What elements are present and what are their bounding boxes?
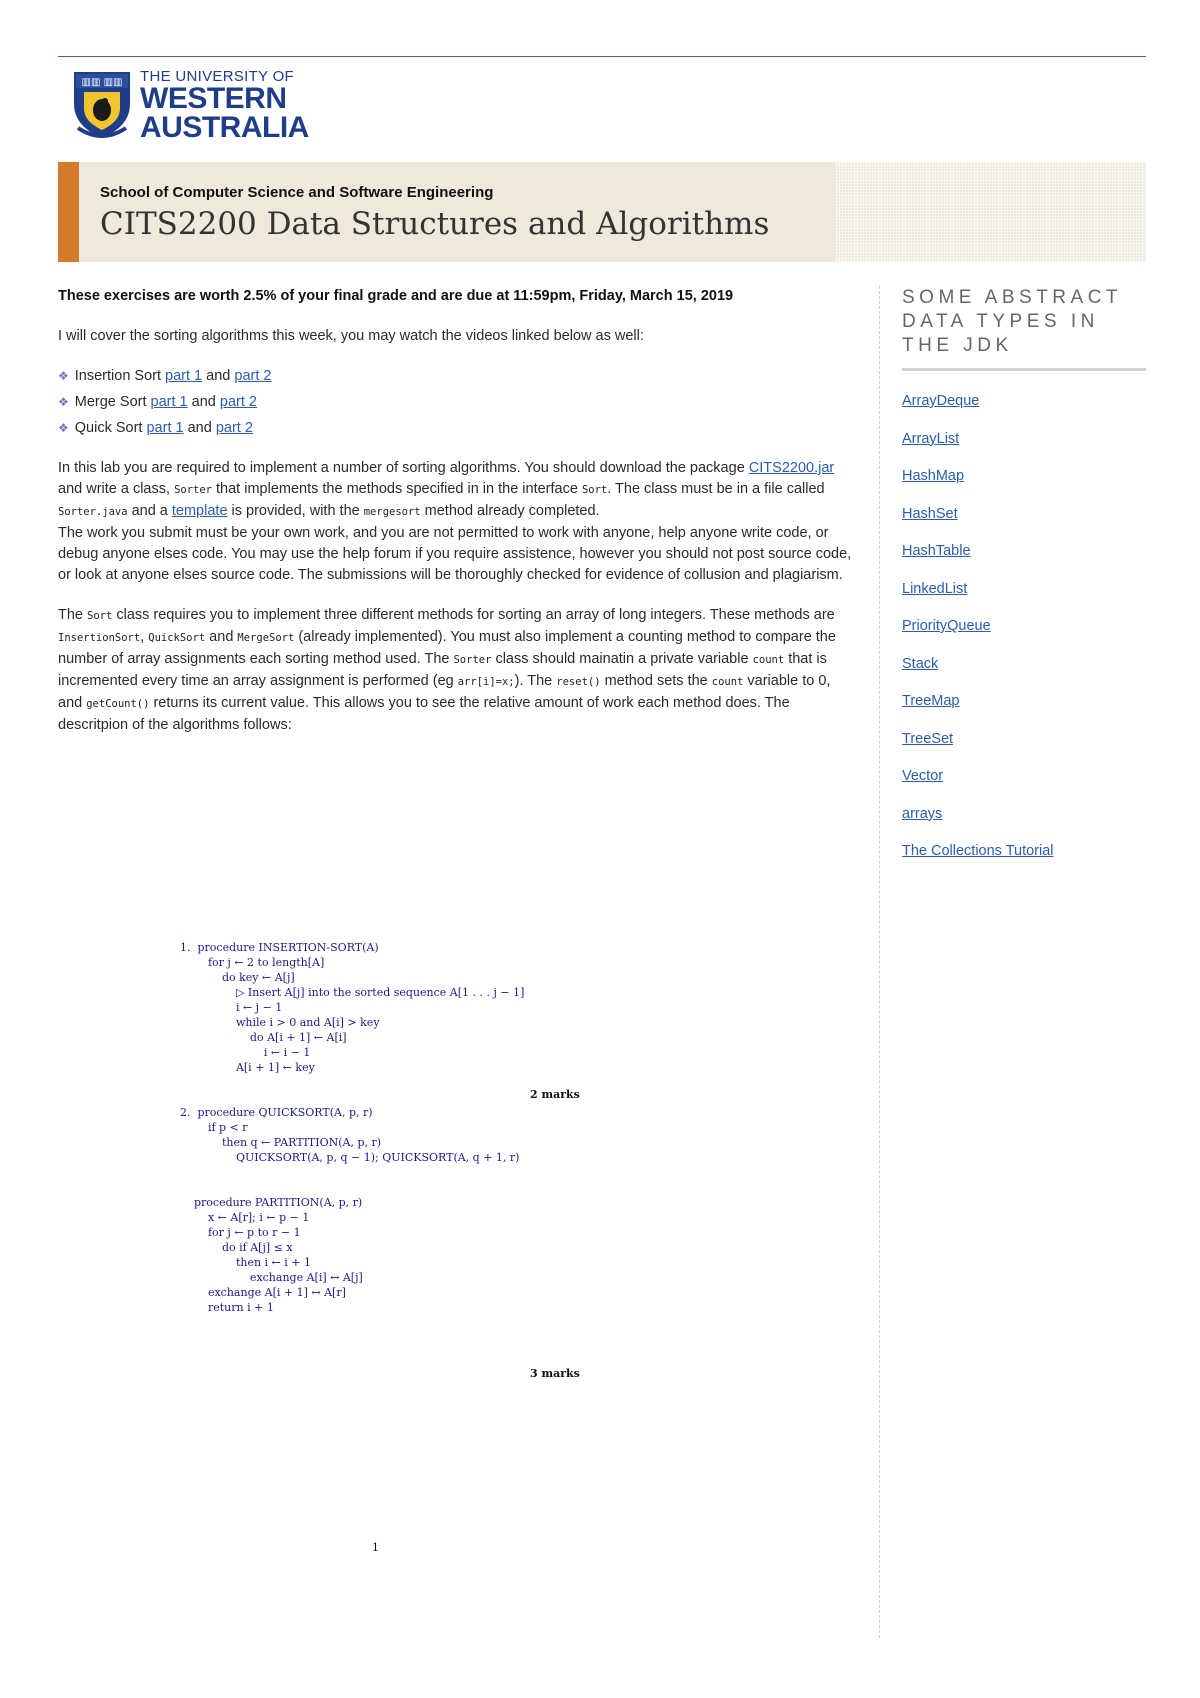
course-banner [58, 162, 1146, 262]
university-name-line2: WESTERN [140, 82, 287, 115]
diamond-bullet-icon: ❖ [58, 395, 69, 409]
quick-part1-link[interactable]: part 1 [146, 420, 184, 436]
sidebar-link-hashtable[interactable]: HashTable [902, 543, 971, 559]
page-number: 1 [372, 1541, 379, 1554]
sidebar-link-collections-tutorial[interactable]: The Collections Tutorial [902, 843, 1054, 859]
pseudocode-line: i ← j − 1 [180, 1001, 283, 1014]
school-name: School of Computer Science and Software Engineering [100, 184, 494, 201]
sidebar-link-stack[interactable]: Stack [902, 655, 939, 672]
due-note: These exercises are worth 2.5% of your final grade and are due at 11:59pm, Friday, March 15, 2019 [58, 288, 734, 304]
insertion-part2-link[interactable]: part 2 [234, 368, 272, 384]
uwa-crest-icon [72, 68, 132, 140]
list-item [902, 656, 1146, 694]
pseudocode-line: then i ← i + 1 [180, 1256, 311, 1269]
sidebar-divider [879, 286, 880, 1638]
sidebar [902, 286, 1146, 881]
list-item [902, 806, 1146, 844]
sidebar-heading: SOME ABSTRACT DATA TYPES IN THE JDK [902, 286, 1146, 371]
pseudocode-line: ▷ Insert A[j] into the sorted sequence A[1 . . . j − 1] [180, 986, 525, 999]
video-label: Quick Sort [74, 420, 143, 436]
diamond-bullet-icon: ❖ [58, 421, 69, 435]
banner-pattern [836, 162, 1146, 262]
pseudocode-line [180, 1165, 600, 1180]
pseudocode-line: while i > 0 and A[i] > key [180, 1016, 380, 1029]
and-text: and [191, 394, 216, 410]
pseudocode-line: exchange A[i + 1] ↔ A[r] [180, 1286, 346, 1299]
university-name-line1: THE UNIVERSITY OF [140, 68, 295, 85]
and-text: and [187, 420, 212, 436]
pseudocode-line: do A[i + 1] ← A[i] [180, 1031, 347, 1044]
university-name-line3: AUSTRALIA [140, 111, 309, 144]
banner-accent-stripe [58, 162, 79, 262]
sidebar-link-arraylist[interactable]: ArrayList [902, 430, 960, 447]
marks-label-1: 2 marks [530, 1088, 580, 1101]
course-title: CITS2200 Data Structures and Algorithms [100, 206, 770, 242]
pseudocode-line: do if A[j] ≤ x [180, 1241, 293, 1254]
sidebar-link-list [902, 393, 1146, 881]
algorithm-figure [180, 940, 600, 1554]
list-item [902, 731, 1146, 769]
merge-part2-link[interactable]: part 2 [219, 394, 257, 410]
pseudocode-line: then q ← PARTITION(A, p, r) [180, 1136, 382, 1149]
sidebar-link-arrays[interactable]: arrays [902, 805, 943, 822]
quick-part2-link[interactable]: part 2 [215, 420, 253, 436]
video-label: Insertion Sort [74, 368, 162, 384]
pseudocode-line: QUICKSORT(A, p, q − 1); QUICKSORT(A, q + 1, r) [180, 1151, 520, 1164]
sort-class-description: The Sort class requires you to implement three different methods for sorting an array of long integers. These methods are InsertionSort, QuickSort and MergeSort (already implemented). You must also implement a counting method to compare the number of array assignments each sorting method used. The Sorter class should mainatin a private variable count that is incremented every time an array assignment is performed (eg arr[i]=x;). The reset() method sets the count variable to 0, and getCount() returns its current value. This allows you to see the relative amount of work each method does. The descritpion of the algorithms follows: [58, 607, 836, 733]
pseudocode-line: 2. procedure QUICKSORT(A, p, r) [180, 1106, 373, 1119]
sidebar-link-priorityqueue[interactable]: PriorityQueue [902, 618, 991, 634]
pseudocode-line: return i + 1 [180, 1301, 274, 1314]
intro-text: I will cover the sorting algorithms this week, you may watch the videos linked below as well: [58, 328, 644, 344]
svg-text:▥▥ ▥▥: ▥▥ ▥▥ [81, 77, 123, 88]
marks-label-2: 3 marks [530, 1367, 580, 1380]
sidebar-link-treeset[interactable]: TreeSet [902, 730, 954, 747]
pseudocode-line: for j ← p to r − 1 [180, 1226, 301, 1239]
pseudocode-line: i ← i − 1 [180, 1046, 311, 1059]
sidebar-link-hashmap[interactable]: HashMap [902, 468, 965, 484]
pseudocode-line: 1. procedure INSERTION-SORT(A) [180, 941, 379, 954]
pseudocode-line: do key ← A[j] [180, 971, 295, 984]
pseudocode-line: for j ← 2 to length[A] [180, 956, 325, 969]
list-item [902, 693, 1146, 731]
insertion-part1-link[interactable]: part 1 [165, 368, 203, 384]
list-item [902, 843, 1146, 881]
list-item [902, 581, 1146, 619]
list-item [58, 418, 858, 439]
list-item [58, 392, 858, 413]
list-item [902, 506, 1146, 544]
list-item [902, 618, 1146, 656]
list-item [902, 543, 1146, 581]
sidebar-link-arraydeque[interactable]: ArrayDeque [902, 393, 980, 409]
pseudocode-line: procedure PARTITION(A, p, r) [180, 1196, 363, 1209]
list-item [902, 768, 1146, 806]
pseudocode-line: A[i + 1] ← key [180, 1061, 315, 1074]
pseudocode-line: x ← A[r]; i ← p − 1 [180, 1211, 310, 1224]
main-content [58, 286, 858, 755]
list-item [902, 468, 1146, 506]
sidebar-link-vector[interactable]: Vector [902, 768, 944, 784]
template-link[interactable]: template [171, 503, 228, 519]
pseudocode-line: if p < r [180, 1121, 248, 1134]
list-item [902, 431, 1146, 469]
top-rule [58, 56, 1146, 57]
sidebar-link-hashset[interactable]: HashSet [902, 505, 958, 522]
merge-part1-link[interactable]: part 1 [150, 394, 188, 410]
video-label: Merge Sort [74, 394, 147, 410]
sidebar-link-linkedlist[interactable]: LinkedList [902, 580, 968, 597]
cits2200-jar-link[interactable]: CITS2200.jar [748, 460, 835, 476]
list-item [58, 366, 858, 387]
pseudocode-line: exchange A[i] ↔ A[j] [180, 1271, 363, 1284]
pseudocode-block [180, 940, 600, 1315]
and-text: and [206, 368, 231, 384]
list-item [902, 393, 1146, 431]
video-list [58, 366, 858, 439]
university-logo[interactable] [72, 68, 312, 144]
sidebar-link-treemap[interactable]: TreeMap [902, 693, 960, 709]
lab-description: In this lab you are required to implement a number of sorting algorithms. You should download the package CITS2200.jar and write a class, Sorter that implements the methods specified in in the interface Sort. The class must be in a file called Sorter.java and a template is provided, with the mergesort method already completed. The work you submit must be your own work, and you are not permitted to work with anyone, help anyone write code, or debug anyone elses code. You may use the help forum if you require assistence, however you should not post source code, or look at anyone elses source code. The submissions will be thoroughly checked for evidence of collusion and plagiarism. [58, 460, 852, 583]
diamond-bullet-icon: ❖ [58, 369, 69, 383]
pseudocode-line [180, 1180, 600, 1195]
integrity-note: The work you submit must be your own work, and you are not permitted to work with anyone, help anyone write code, or debug anyone elses code. You may use the help forum if you require assistence, however you should not post source code, or look at anyone elses source code. The submissions will be thoroughly checked for evidence of collusion and plagiarism. [58, 525, 852, 583]
